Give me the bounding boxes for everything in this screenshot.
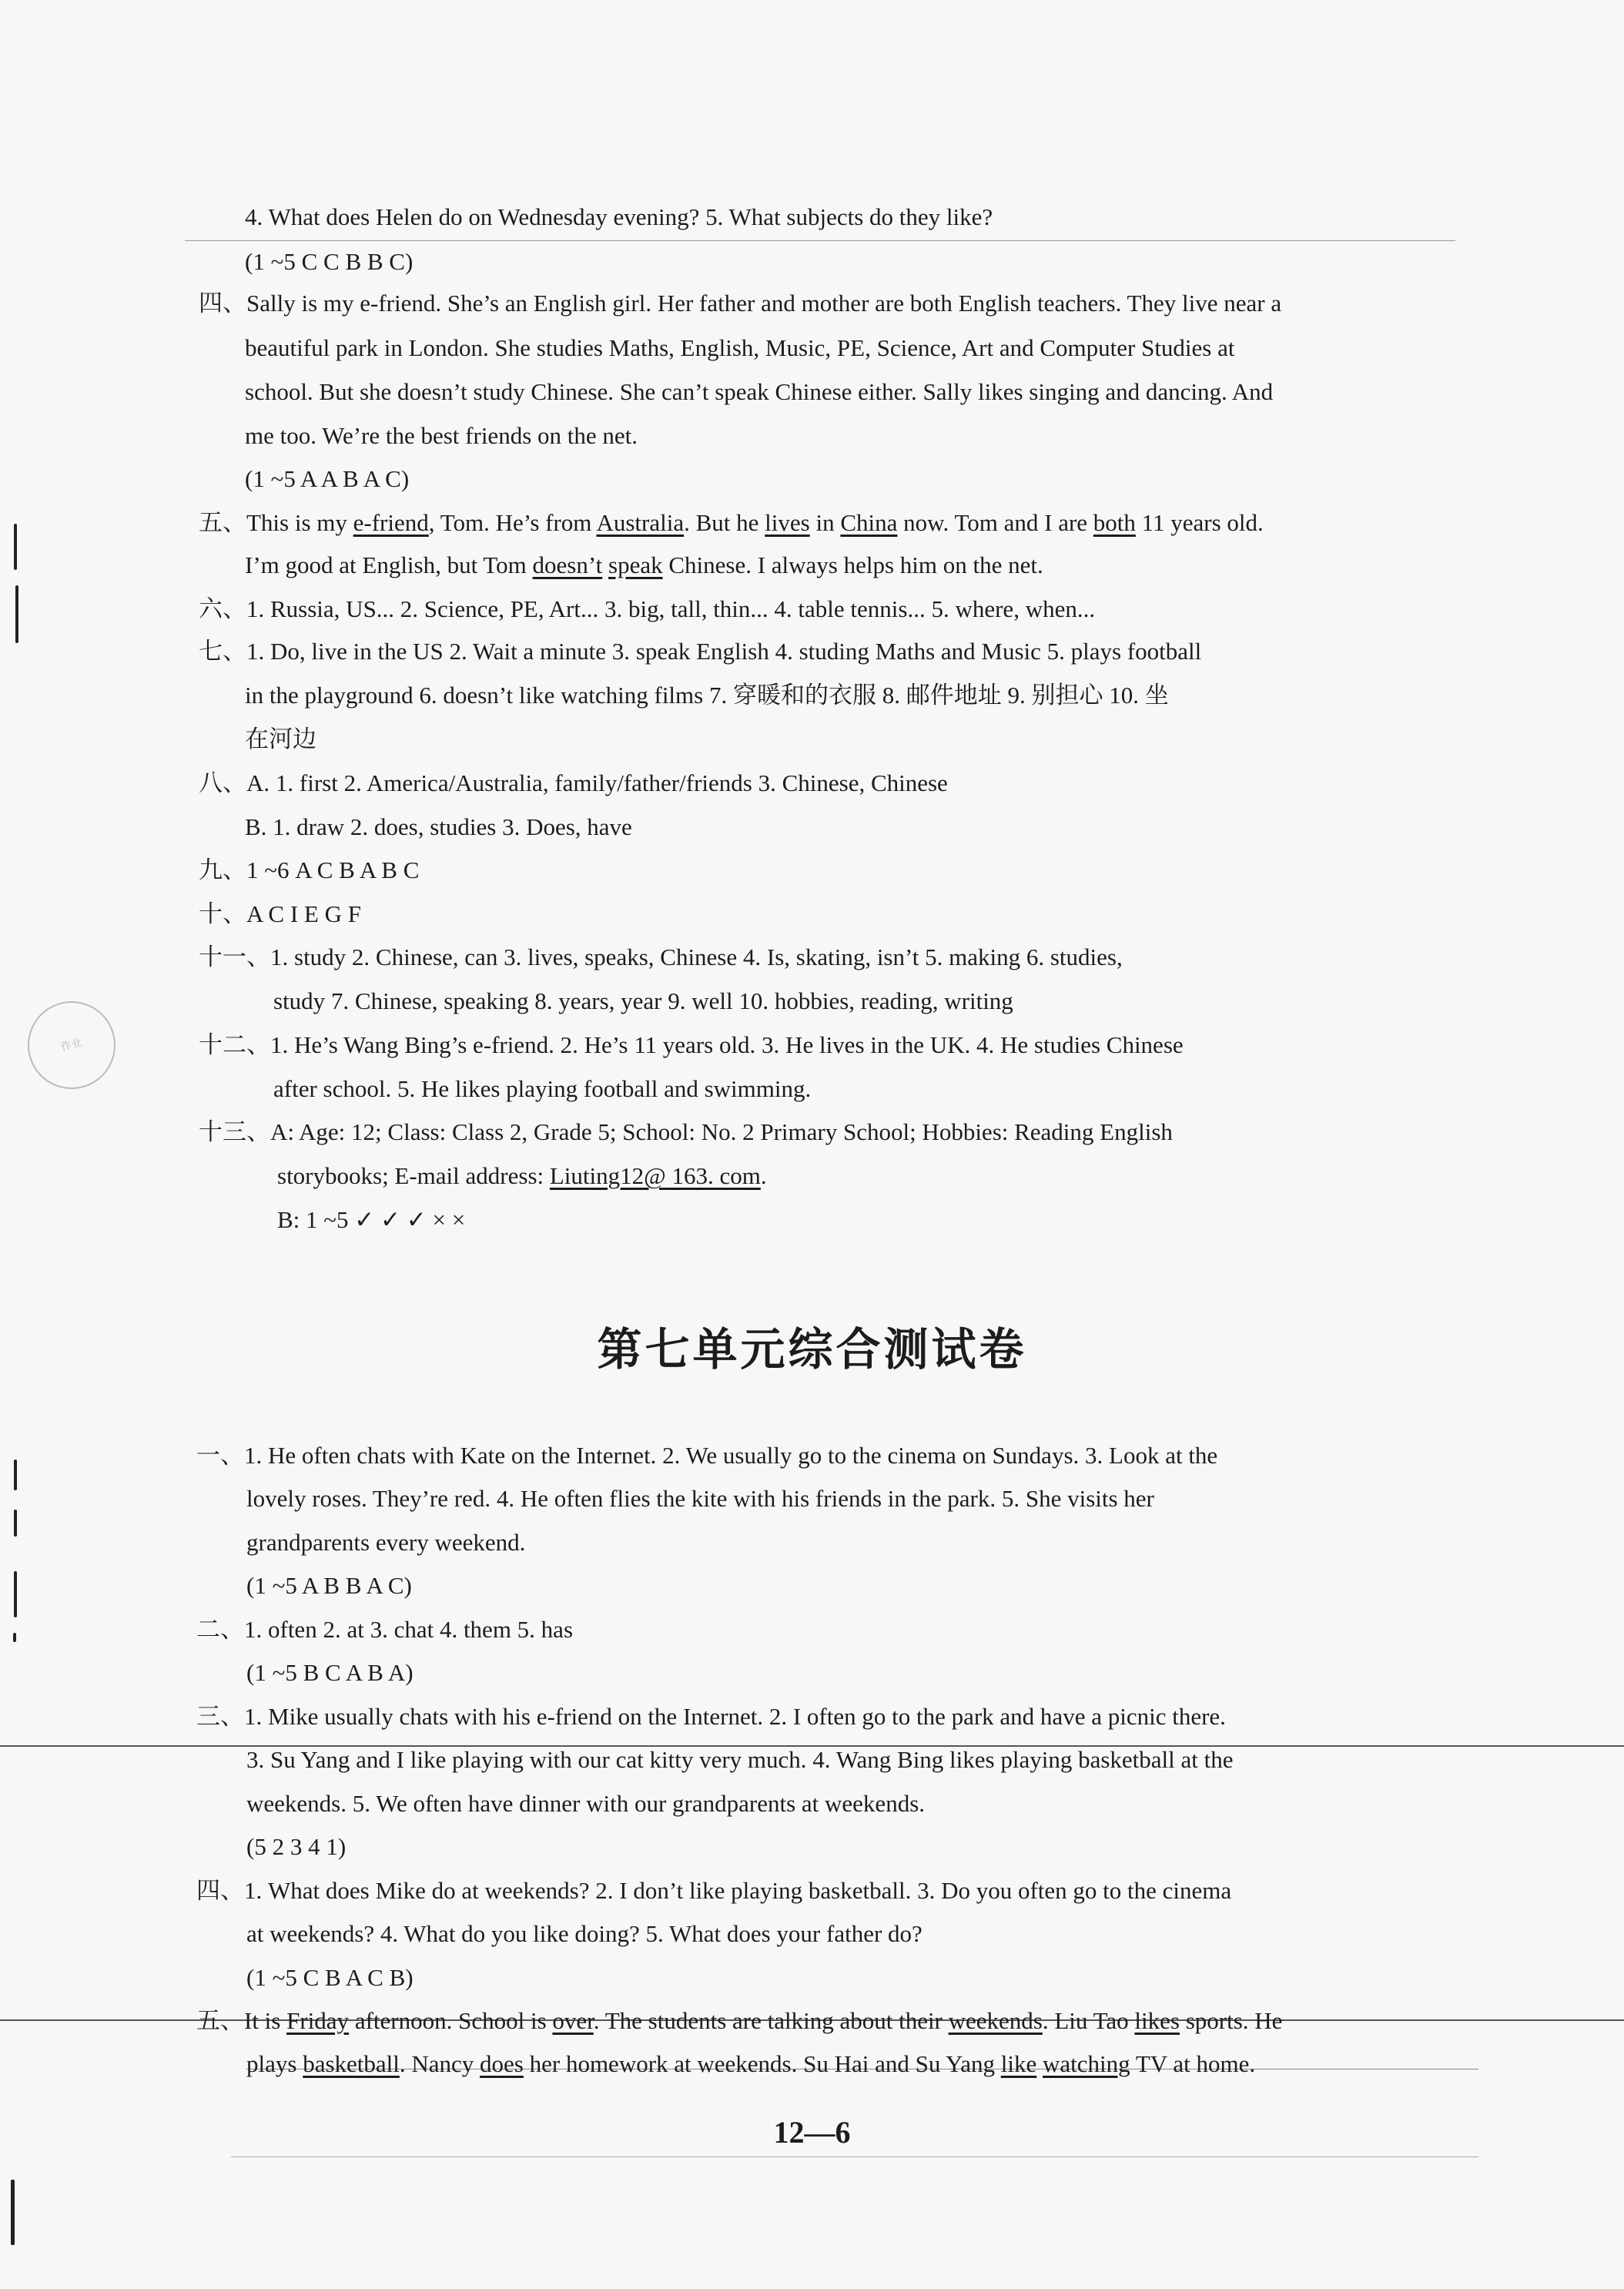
answer-line: 八、A. 1. first 2. America/Australia, family/father/friends 3. Chinese, Chinese <box>199 769 948 796</box>
answer-line: 一、1. He often chats with Kate on the Internet. 2. We usually go to the cinema on Sundays. 3. Look at the <box>196 1442 1218 1469</box>
margin-mark <box>13 1633 16 1642</box>
answer-line: me too. We’re the best friends on the net. <box>245 422 638 449</box>
answer-line: B: 1 ~5 ✓ ✓ ✓ × × <box>277 1206 466 1233</box>
answer-line <box>196 2006 1282 2036</box>
underlined-word: weekends <box>948 2007 1043 2034</box>
text-span <box>1036 2050 1043 2077</box>
margin-mark <box>14 1510 17 1537</box>
answer-line: 三、1. Mike usually chats with his e-friend on the Internet. 2. I often go to the park and have a picnic there. <box>196 1703 1226 1730</box>
text-span: afternoon. School is <box>349 2007 553 2034</box>
answer-line: school. But she doesn’t study Chinese. She can’t speak Chinese either. Sally likes singing and dancing. And <box>245 378 1274 405</box>
answer-line: 六、1. Russia, US... 2. Science, PE, Art... 3. big, tall, thin... 4. table tennis... 5. where, when... <box>199 595 1096 622</box>
text-span: . <box>760 1162 767 1189</box>
margin-mark <box>11 2180 15 2245</box>
answer-line: B. 1. draw 2. does, studies 3. Does, have <box>245 813 632 840</box>
answer-line: weekends. 5. We often have dinner with our grandparents at weekends. <box>246 1790 926 1817</box>
answer-line: 十、A C I E G F <box>199 900 361 927</box>
answer-line: 在河边 <box>245 726 316 752</box>
answer-line: (1 ~5 A A B A C) <box>245 465 410 492</box>
margin-mark <box>14 1571 17 1617</box>
answer-line: study 7. Chinese, speaking 8. years, year 9. well 10. hobbies, reading, writing <box>273 987 1013 1014</box>
text-span: . Nancy <box>399 2050 481 2077</box>
underlined-word: Friday <box>286 2007 350 2034</box>
text-span: now. Tom and I are <box>897 509 1093 536</box>
margin-mark <box>14 524 17 570</box>
text-span <box>602 551 608 578</box>
answer-line: (1 ~5 A B B A C) <box>246 1572 412 1599</box>
answer-line <box>277 1161 767 1191</box>
answer-line: 十一、1. study 2. Chinese, can 3. lives, speaks, Chinese 4. Is, skating, isn’t 5. making 6. studies, <box>199 943 1123 970</box>
underlined-word: watching <box>1043 2050 1130 2077</box>
text-span: TV at home. <box>1130 2050 1256 2077</box>
answer-line: (1 ~5 C C B B C) <box>245 248 414 275</box>
underlined-word: over <box>552 2007 594 2034</box>
text-span: Chinese. I always helps him on the net. <box>662 551 1043 578</box>
answer-line <box>245 550 1043 581</box>
top-rule <box>185 240 1455 241</box>
answer-line: at weekends? 4. What do you like doing? 5. What does your father do? <box>246 1920 922 1947</box>
underlined-word: both <box>1093 509 1136 536</box>
answer-line <box>199 508 1264 538</box>
answer-line: 4. What does Helen do on Wednesday evening? 5. What subjects do they like? <box>245 203 993 230</box>
margin-mark <box>15 585 18 643</box>
text-span: sports. He <box>1179 2007 1283 2034</box>
answer-line: in the playground 6. doesn’t like watching films 7. 穿暖和的衣服 8. 邮件地址 9. 别担心 10. 坐 <box>245 682 1169 709</box>
unit-title: 第七单元综合测试卷 <box>597 1323 1027 1376</box>
margin-mark <box>14 1460 17 1490</box>
underlined-word: does <box>480 2050 524 2077</box>
answer-line: (1 ~5 B C A B A) <box>246 1659 414 1686</box>
answer-line: after school. 5. He likes playing football and swimming. <box>273 1075 812 1102</box>
answer-line: 二、1. often 2. at 3. chat 4. them 5. has <box>196 1616 574 1643</box>
underlined-word: doesn’t <box>532 551 603 578</box>
text-span: plays <box>246 2050 303 2077</box>
text-span: in <box>809 509 841 536</box>
answer-line: 十三、A: Age: 12; Class: Class 2, Grade 5; School: No. 2 Primary School; Hobbies: Reading English <box>199 1118 1173 1145</box>
text-span: . But he <box>684 509 765 536</box>
answer-line: 四、1. What does Mike do at weekends? 2. I don’t like playing basketball. 3. Do you often go to the cinema <box>196 1877 1232 1904</box>
text-span: I’m good at English, but Tom <box>245 551 533 578</box>
underlined-word: lives <box>765 509 810 536</box>
answer-line: 3. Su Yang and I like playing with our cat kitty very much. 4. Wang Bing likes playing basketball at the <box>246 1746 1234 1773</box>
text-span: . Liu Tao <box>1042 2007 1135 2034</box>
text-span: , Tom. He’s from <box>428 509 597 536</box>
answer-line: grandparents every weekend. <box>246 1529 526 1556</box>
text-span: 五、It is <box>196 2007 287 2034</box>
answer-line: 九、1 ~6 A C B A B C <box>199 856 420 883</box>
page-number: 12—6 <box>773 2115 851 2150</box>
answer-line <box>246 2049 1255 2080</box>
underlined-word: e-friend <box>353 509 429 536</box>
text-span: her homework at weekends. Su Hai and Su Yang <box>523 2050 1001 2077</box>
email-address: Liuting12@ 163. com <box>549 1162 761 1189</box>
text-span: 11 years old. <box>1135 509 1264 536</box>
answer-line: (5 2 3 4 1) <box>246 1833 347 1860</box>
stamp-seal: 作业 <box>18 991 126 1099</box>
answer-line: 七、1. Do, live in the US 2. Wait a minute 3. speak English 4. studing Maths and Music 5. plays football <box>199 638 1202 665</box>
answer-line: beautiful park in London. She studies Maths, English, Music, PE, Science, Art and Computer Studies at <box>245 334 1235 361</box>
answer-line: 四、Sally is my e-friend. She’s an English girl. Her father and mother are both English teachers. They live near a <box>199 290 1282 317</box>
text-span: storybooks; E-mail address: <box>277 1162 550 1189</box>
answer-line: lovely roses. They’re red. 4. He often flies the kite with his friends in the park. 5. She visits her <box>246 1485 1154 1512</box>
underlined-word: basketball <box>303 2050 400 2077</box>
text-span: . The students are talking about their <box>593 2007 949 2034</box>
underlined-word: like <box>1000 2050 1037 2077</box>
underlined-word: speak <box>608 551 663 578</box>
answer-line: 十二、1. He’s Wang Bing’s e-friend. 2. He’s 11 years old. 3. He lives in the UK. 4. He studies Chinese <box>199 1031 1184 1058</box>
answer-line: (1 ~5 C B A C B) <box>246 1964 414 1991</box>
text-span: 五、This is my <box>199 509 353 536</box>
underlined-word: Australia <box>596 509 685 536</box>
underlined-word: likes <box>1134 2007 1180 2034</box>
underlined-word: China <box>840 509 898 536</box>
